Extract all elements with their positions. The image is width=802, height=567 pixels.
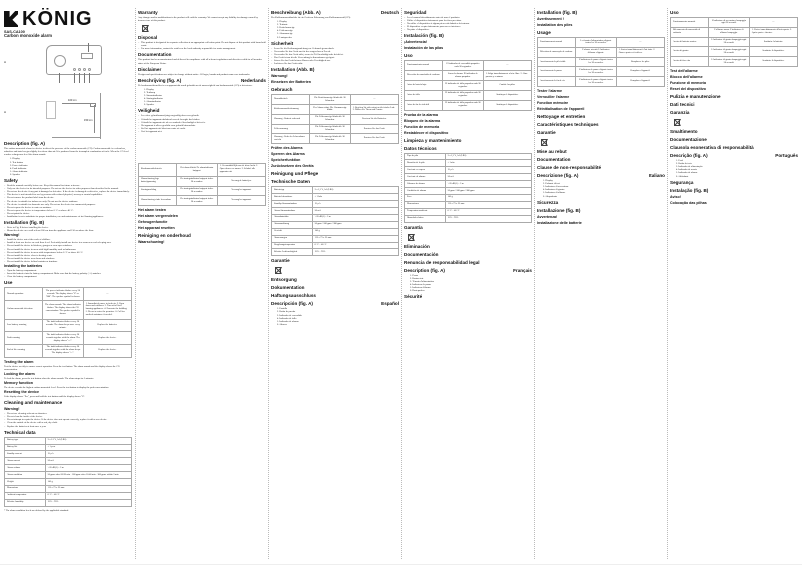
- button-icon: [88, 68, 91, 71]
- subsection-heading: Het apparaat resetten: [138, 226, 175, 231]
- technical-data-table: [4, 437, 132, 507]
- safety-list: – Lea el manual detenidamente antes de usar el producto. – Utilice el dispositivo únicamente para los fines previstos. – No utilice el dispositivo si alguna pieza está dañada o defectuosa. – El dispositivo es apto únicamente para uso en interiores. – No pinte el dispositivo.: [404, 16, 532, 31]
- table-row: Avviso di fine vita L'indicatore di guasto lampeggia ogni 30 secondi. Sostituire il dispositivo.: [671, 57, 798, 67]
- table-row: Condición de alarma 50 ppm / 100 ppm / 300 ppm: [405, 188, 532, 195]
- section-heading: Installation (Abb. B): [271, 67, 315, 73]
- column-divider: [401, 8, 402, 559]
- section-heading: Disclaimer: [138, 66, 162, 72]
- safety-list: – Read the manual carefully before use. Keep this manual for future reference. – Only use the device for its intended purposes. Do not use the device for other purposes than described in the manual. – Do not use the device if any part is damaged or defective. If the device is damaged or defective, replace the device immediately. – This device is not intended for use by persons with reduced physical, sensory or mental capabilities. – Do not remove the product label from the device. – The device is suitable for indoor use only. Do not use the device outdoors. – The device is suitable for domestic use only. Do not use the device for commercial purposes. – Do not expose the device to water or moisture. – Do not expose the device to temperatures below 0 °C or above 40 °C. – Do not paint the device. – Installation is not a substitute for proper installation, use and maintenance of fuel burning appliances.: [4, 184, 132, 218]
- table-row: Warnung - Batterie schwach Die Fehleranzeige blinkt alle 30 Sekunden. Ersetzen Sie die Batterien.: [272, 114, 399, 124]
- table-row: Alarmauslösung 50 ppm / 100 ppm / 300 ppm: [272, 221, 399, 228]
- weee-bin-icon: [141, 24, 149, 33]
- section-heading: Smaltimento: [670, 129, 698, 135]
- section-heading: Installation (fig. B): [4, 220, 45, 226]
- subsection-heading: Verrouiller l'alarme: [537, 95, 570, 100]
- body-text: De koolmonoxidemelder is een apparaat dat wordt gebruikt om de aanwezigheid van koolmonoxide (CO) te detecteren.: [138, 83, 253, 87]
- table-row: Standby current 15 µA: [5, 451, 132, 458]
- use-table: [4, 287, 132, 357]
- subsection-heading: Test dell'allarme: [670, 69, 698, 74]
- section-heading: Descrizione (fig. A) Italiano: [537, 173, 665, 179]
- safety-list: – Lesen Sie die Bedienungsanleitung vor Gebrauch genau durch. – Verwenden Sie das Gerät nur für den vorgesehenen Zweck. – Verwenden Sie das Gerät nicht, wenn ein Teil beschädigt oder defekt ist. – Das Gerät ist nur für die Verwendung in Innenräumen geeignet. – Setzen Sie das Gerät keinem Wasser oder Feuchtigkeit aus. – Lackieren Sie das Gerät nicht.: [271, 47, 399, 66]
- section-heading: Technische Daten: [271, 179, 310, 185]
- subsection-heading: Prueba de la alarma: [404, 112, 438, 117]
- section-heading: Usage: [537, 30, 551, 35]
- table-row: Dimensiones 115 x 73 x 35 mm: [405, 201, 532, 208]
- table-row: Funzionamento normale L'indicatore di accensione lampeggia ogni 30 secondi. —: [671, 18, 798, 28]
- table-row: Alarmlautstärke > 85 dB(A) · 3 m: [272, 214, 399, 221]
- section-heading: Documentación: [404, 251, 439, 257]
- section-heading: Eliminación: [404, 243, 430, 249]
- table-row: Corriente en espera 15 µA: [405, 167, 532, 174]
- section-heading: Technical data: [4, 429, 36, 435]
- parts-list: 1. Ecrã 2. Botão de teste 3. Indicador de alimentação 4. Indicador de avaria 5. Indicador de alarme 6. Altifalante: [676, 159, 703, 178]
- subsection-heading: Testing the alarm: [4, 359, 34, 364]
- subsection-heading: ¡Advertencia!: [404, 40, 427, 45]
- subsection-heading: Het alarm vergrendelen: [138, 214, 178, 219]
- table-row: Battery life ± 1 year: [5, 444, 132, 451]
- section-heading: Clausola esonerativa di responsabilità: [670, 145, 754, 151]
- table-row: Rilevamento di monossido di carbonio L'allarme suona. L'indicatore di allarme lampeggia. 1. Uscire immediatamente all'aria aperta. 2. Aprire porte e finestre.: [671, 27, 798, 37]
- section-heading: Cleaning and maintenance: [4, 400, 63, 406]
- table-row: Abmessungen 115 x 73 x 35 mm: [272, 235, 399, 242]
- konig-k-icon: [4, 11, 18, 27]
- figure-a-label: A: [4, 60, 7, 65]
- table-row: Warnung - Ende der Lebensdauer erreicht Die Fehleranzeige blinkt alle 30 Sekunden. Ersetzen Sie das Gerät.: [272, 134, 399, 144]
- table-row: Détection de monoxyde de carbone L'alarme retentit. L'indicateur d'alarme clignote. 1. Sortez immédiatement à l'air frais. 2. Ouvrez portes et fenêtres.: [538, 47, 665, 57]
- body-text: Test the device weekly to ensure correct operation. Press the test button. The alarm sounds and the display shows the CO concentration.: [4, 364, 120, 371]
- button-icon: [83, 68, 86, 71]
- table-row: Umgebungstemperatur 0 °C – 40 °C: [272, 242, 399, 249]
- section-heading: Garanzia: [670, 110, 690, 116]
- section-heading: Uso: [670, 10, 679, 15]
- table-row: Alarm volume > 85 dB(A) · 3 m: [5, 465, 132, 472]
- display-icon: [81, 53, 93, 59]
- table-row: Duración de la pila ± 1 año: [405, 160, 532, 167]
- use-table: [670, 17, 798, 67]
- body-text: The device records the highest carbon monoxide level. Press the test button to display the peak concentration.: [4, 385, 109, 389]
- table-row: Aviso de fin de vida útil El indicador de fallo parpadea cada 30 segundos. Sustituya el dispositivo.: [405, 100, 532, 110]
- dimension-horizontal: [62, 103, 90, 104]
- use-table: [404, 60, 532, 110]
- use-table: [271, 94, 399, 144]
- section-heading: Beschreibung (Abb. A) Deutsch: [271, 10, 399, 15]
- section-heading: Garantie: [537, 130, 556, 136]
- technical-data-table: [404, 153, 532, 223]
- section-heading: Dokumentation: [271, 285, 305, 291]
- body-text: If the display shows "Err", press and hold the test button until the display shows "0".: [4, 395, 85, 399]
- section-heading: Instalação (fig. B): [670, 187, 709, 193]
- parts-list: 1. Display 2. Testtaste 3. Betriebsanzeige 4. Fehleranzeige 5. Alarmanzeige 6. Lautsprecher: [277, 20, 295, 39]
- table-row: Fonctionnement normal Le témoin d'alimentation clignote toutes les 30 secondes. —: [538, 38, 665, 48]
- parts-list: 1. Pantalla 2. Botón de prueba 3. Indicador de encendido 4. Indicador de fallo 5. Indicador de alarma 6. Altavoz: [277, 307, 302, 326]
- subsection-heading: Instalación de las pilas: [404, 46, 444, 51]
- disposal-list: – This product is designated for separate collection at an appropriate collection point. Do not dispose of this product with household waste. – For more information, contact the retailer or the local authority responsible for waste management.: [138, 41, 266, 50]
- table-row: Normalbetrieb Die Betriebsanzeige blinkt alle 30 Sekunden. —: [272, 95, 399, 105]
- section-heading: Pulizia e manutenzione: [670, 94, 721, 100]
- subsection-heading: Bloqueo de la alarma: [404, 118, 441, 123]
- column-4: [404, 8, 532, 563]
- column-6: [670, 8, 798, 563]
- brand-name: KÖNIG: [22, 8, 93, 30]
- table-row: Standby-Stromaufnahme 15 µA: [272, 201, 399, 208]
- subsection-heading: Réinitialisation de l'appareil: [537, 107, 585, 112]
- batteries-list: – Open the battery compartment. – Insert the batteries into the battery compartment. Make sure that the battery polarity (+/-) matches. – Close the battery compartment.: [4, 269, 132, 278]
- table-row: Tipo de pila 3 x 1,5 V, AA (LR6): [405, 153, 532, 160]
- table-row: Normal operation The power indicator flashes every 30 seconds. The display shows "0" or "000". The speaker symbol is shown. —: [5, 288, 132, 301]
- subsection-heading: Memory function: [4, 380, 33, 385]
- weee-bin-icon: [673, 118, 681, 127]
- subsection-heading: Waarschuwing!: [138, 240, 165, 245]
- section-heading: Safety: [4, 178, 18, 184]
- section-heading: Mise au rebut: [537, 149, 567, 155]
- figure-b: [4, 93, 132, 139]
- button-icon: [78, 68, 81, 71]
- section-heading: Installazione (fig. B): [537, 207, 581, 213]
- section-heading: Description (fig. A): [4, 141, 45, 147]
- table-row: Avertissement de fin de vie L'indicateur de panne clignote toutes les 30 secondes. Remplacez l'appareil.: [538, 77, 665, 87]
- parts-list: 1. Display 2. Test button 3. Power indicator 4. Fault indicator 5. Alarm indicator 6. Speaker: [10, 157, 28, 176]
- section-heading: Sicherheit: [271, 40, 294, 46]
- language-label: Português: [775, 153, 798, 159]
- language-label: Nederlands: [240, 77, 266, 83]
- section-heading: Datos técnicos: [404, 145, 437, 151]
- dimension-vertical-label: 150 cm: [84, 119, 93, 123]
- table-row: Ambient temperature 0 °C – 40 °C: [5, 492, 132, 499]
- figure-a: [4, 43, 132, 87]
- table-row: Alarm current 50 mA: [5, 458, 132, 465]
- subsection-heading: Sperren des Alarms: [271, 152, 305, 157]
- section-heading: Reiniging en onderhoud: [138, 233, 191, 239]
- subsection-heading: Prüfen des Alarms: [271, 146, 303, 151]
- callout-line: [89, 73, 90, 83]
- table-row: Aviso de fallo El indicador de fallo parpadea cada 30 segundos. Sustituya el dispositivo.: [405, 90, 532, 100]
- table-row: Weight 145 g: [5, 479, 132, 486]
- dimension-vertical: [94, 105, 95, 133]
- subsection-heading: Speicherfunktion: [271, 158, 301, 163]
- table-row: Gewicht 145 g: [272, 228, 399, 235]
- subsection-heading: Reset del dispositivo: [670, 87, 706, 92]
- description-text: This carbon monoxide alarm is a device to detect the presence of the carbon monoxide (CO). Carbon monoxide is a colourless, odourless and tasteless gas slightly less dense than air. It is produced from the incomplete combustion of fuels. When the CO level reaches a dangerous level the alarm sounds.: [4, 147, 129, 157]
- subsection-heading: Locking the alarm: [4, 371, 35, 376]
- section-heading: Nettoyage et entretien: [537, 114, 586, 120]
- section-heading: Descripción (fig. A) Español: [271, 301, 399, 307]
- installation-list: – Refer to Fig. B before installing the device. – Mount the device on a wall at least 100 cm from the appliance and 150 cm above the floor.: [4, 226, 132, 232]
- language-label: Deutsch: [380, 10, 399, 15]
- callout-line: [74, 73, 75, 83]
- table-row: Relative humidity 15% – 95%: [5, 499, 132, 506]
- table-row: Kohlenmonoxiderkennung Der Alarm ertönt. Die Alarmanzeige blinkt. 1. Begeben Sie sich sofort an die frische Luft. 2. Öffnen Sie Türen und Fenster.: [272, 105, 399, 115]
- section-heading: Dati tecnici: [670, 102, 695, 108]
- table-row: Detección de monóxido de carbono Suena la alarma. El indicador de alarma parpadea. 1. Salga inmediatamente al aire libre. 2. Abra puertas y ventanas.: [405, 71, 532, 81]
- subsection-heading: Resetting the device: [4, 390, 39, 395]
- section-heading: Renuncia de responsabilidad legal: [404, 259, 480, 265]
- section-heading: Description (fig. A) Français: [404, 267, 532, 273]
- table-row: Avviso di batteria scarica L'indicatore di guasto lampeggia ogni 30 secondi. Sostituire la batteria.: [671, 37, 798, 47]
- section-heading: Garantía: [404, 224, 423, 230]
- subsection-heading: Installazione delle batterie: [537, 220, 582, 225]
- table-row: End of life warning The fault indicator flashes every 30 seconds together with the alarm beeps. The display shows "---". Replace the device.: [5, 344, 132, 357]
- section-heading: Documentation: [138, 52, 172, 58]
- parts-list: 1. Écran 2. Bouton test 3. Témoin d'alimentation 4. Indicateur de panne 5. Indicateur d'alarme 6. Haut-parleur: [410, 273, 434, 293]
- body-text: Designs and specifications are subject to change without notice. All logos, brands and product names are trademarks.: [138, 72, 250, 76]
- section-heading: Disposal: [138, 35, 158, 41]
- table-row: Aviso de batería baja El indicador de fallo parpadea cada 30 segundos. Cambie las pilas.: [405, 81, 532, 91]
- table-row: Batterietyp 3 x 1,5 V, AA (LR6): [272, 187, 399, 194]
- weee-bin-icon: [407, 233, 415, 242]
- speaker-icon: [54, 55, 66, 67]
- page-bottom-rule: [0, 564, 802, 565]
- weee-bin-icon: [274, 266, 282, 275]
- subsection-heading: Warning!: [4, 233, 20, 238]
- floor-line: [52, 137, 101, 138]
- table-row: Carbon monoxide detection The alarm sounds. The alarm indicator flashes. The display shows the CO concentration. The speaker symbol is shown. 1. Immediately move to fresh air. 2. Open doors and windows. 3. Turn off all fuel burning appliances. 4. Evacuate the building. 5. Do not re-enter the premises. 6. Call for medical assistance if needed.: [5, 301, 132, 320]
- section-heading: Gebrauch: [271, 87, 293, 93]
- body-text: Any changes and/or modifications to the product will void the warranty. We cannot accept any liability for damage caused by incorrect use of this product.: [138, 16, 258, 23]
- column-5: [537, 8, 665, 563]
- subsection-heading: Warnung!: [271, 74, 288, 79]
- parts-list: 1. Display 2. Testknop 3. Stroomindicator 4. Storingsindicator 5. Alarmindicator 6. Speaker: [144, 87, 163, 107]
- language-label: Français: [513, 267, 532, 273]
- footnote: * The alarm condition levels are defined by the applicable standard.: [4, 508, 69, 512]
- subsection-heading: Het alarm testen: [138, 208, 166, 213]
- table-row: Funcionamiento normal El indicador de encendido parpadea cada 30 segundos. —: [405, 61, 532, 71]
- section-heading: Haftungsausschluss: [271, 293, 316, 299]
- subsection-heading: Avertissement !: [537, 17, 564, 21]
- section-heading: Sicurezza: [537, 199, 559, 205]
- subsection-heading: Warning!: [4, 407, 20, 412]
- table-row: Batterielebensdauer ± 1 Jahr: [272, 194, 399, 201]
- column-divider: [667, 8, 668, 559]
- table-row: Peso 145 g: [405, 194, 532, 201]
- section-heading: Veiligheid: [138, 108, 160, 114]
- brand-logo: [4, 10, 132, 28]
- subsection-heading: Colocação das pilhas: [670, 200, 707, 205]
- table-row: Koolmonoxidedetectie Het alarm klinkt. De alarmindicator knippert. 1. Ga onmiddellijk naar de frisse lucht. 2. Open deuren en ramen. 3. Schakel alle apparaten uit.: [139, 163, 266, 176]
- table-row: Storingsmelding De storingsindicator knippert iedere 30 seconden. Vervang het apparaat.: [139, 186, 266, 196]
- body-text: This product has been manufactured and delivered in compliance with all relevant regulations and directives valid for all member states of the European Union.: [138, 58, 262, 65]
- section-heading: Documentazione: [670, 137, 707, 143]
- subsection-heading: Funzione di memoria: [670, 81, 706, 86]
- product-name: Carbon monoxide alarm: [4, 33, 52, 39]
- section-heading: Segurança: [670, 179, 694, 185]
- use-table: [537, 37, 665, 87]
- table-row: Alarm-Stromaufnahme 50 mA: [272, 208, 399, 215]
- section-heading: Sécurité: [404, 294, 423, 300]
- column-divider: [135, 8, 136, 559]
- table-row: Corriente de alarma 50 mA: [405, 174, 532, 181]
- table-row: Battery type 3 x 1.5 V, AA (LR6): [5, 437, 132, 444]
- table-row: Alarm condition 50 ppm: after 60-90 min · 100 ppm: after 10-40 min · 300 ppm: within 3 min: [5, 472, 132, 479]
- table-row: Waarschuwing einde levensduur De storingsindicator knippert iedere 30 seconden. Vervang het apparaat.: [139, 196, 266, 206]
- subsection-heading: Geheugenfunctie: [138, 220, 168, 225]
- section-heading: Uso: [404, 53, 413, 59]
- warning-list: – Install the device out of the reach of children. – Install at least one device on each floor level. Preferably install one device in a room near each sleeping area. – Do not install the device in kitchens, garages or near open windows. – Do not install the device in areas with high humidity such as bathrooms. – Do not install the device in areas with temperatures below 0 °C or above 40 °C. – Do not install the device close to heating vents. – Do not install the device near doors and windows. – Do not install the device behind curtains or furniture.: [4, 238, 132, 263]
- section-heading: Clause de non-responsabilité: [537, 165, 602, 171]
- column-divider: [268, 8, 269, 559]
- table-row: Fault warning The fault indicator flashes every 30 seconds together with the alarm. The display shows "---". Replace the device.: [5, 332, 132, 345]
- subsection-heading: Aviso!: [670, 194, 681, 199]
- subsection-heading: Función de memoria: [404, 124, 440, 129]
- subsection-heading: Installing the batteries: [4, 264, 43, 268]
- column-english: [4, 8, 132, 563]
- use-table: [138, 163, 266, 206]
- subsection-heading: Einsetzen der Batterien: [271, 80, 311, 85]
- section-heading: Use: [4, 280, 13, 286]
- table-row: Avviso di guasto L'indicatore di guasto lampeggia ogni 30 secondi. Sostituire il dispositivo.: [671, 47, 798, 57]
- table-row: Dimensions 115 x 73 x 35 mm: [5, 485, 132, 492]
- callout-line: [59, 73, 60, 83]
- parts-list: 1. Display 2. Pulsante di test 3. Indicatore di accensione 4. Indicatore di guasto 5. Indicatore di allarme 6. Altoparlante: [543, 179, 569, 198]
- subsection-heading: Tester l'alarme: [537, 89, 562, 94]
- subsection-heading: Restablecer el dispositivo: [404, 130, 449, 135]
- section-heading: Installation (fig. B): [537, 10, 578, 15]
- figure-b-label: A: [4, 110, 7, 115]
- column-3: [271, 8, 399, 563]
- appliance-outline: [46, 101, 56, 119]
- cleaning-list: – Do not use cleaning solvents or abrasives. – Do not clean the inside of the device. – Do not attempt to repair the device. If the device does not operate correctly, replace it with a new device. – Clean the outside of the device with a soft, dry cloth. – Replace the batteries at least once a year.: [4, 412, 132, 427]
- model-number: SAS-CA100: [4, 30, 25, 34]
- callout-line: [79, 73, 80, 83]
- wall-line: [100, 93, 101, 139]
- column-2: [138, 8, 266, 563]
- column-divider: [534, 8, 535, 559]
- subsection-heading: Blocco dell'allarme: [670, 75, 703, 80]
- table-row: Volumen de alarma > 85 dB(A) · 3 m: [405, 181, 532, 188]
- callout-line: [84, 73, 85, 83]
- device-illustration: [46, 45, 102, 75]
- callout-line: [88, 43, 89, 52]
- subsection-heading: Fonction mémoire: [537, 101, 569, 106]
- table-row: Avertissement de panne L'indicateur de panne clignote toutes les 30 secondes. Remplacez l'appareil.: [538, 67, 665, 77]
- weee-bin-icon: [540, 138, 548, 147]
- subsection-heading: Zurücksetzen des Geräts: [271, 164, 314, 169]
- section-heading: Warranty: [138, 10, 158, 15]
- table-row: Low battery warning The fault indicator flashes every 30 seconds. The alarm beeps once every minute. Replace the batteries.: [5, 319, 132, 332]
- section-heading: Reinigung und Pflege: [271, 171, 319, 177]
- section-heading: Documentation: [537, 157, 571, 163]
- body-text: To lock the alarm, press the test button when the alarm sounds. The alarm stops for 5 minutes.: [4, 376, 94, 380]
- section-heading: Garantie: [271, 258, 290, 264]
- safety-list: – Lees deze gebruiksaanwijzing zorgvuldig door voor gebruik. – Gebruik het apparaat uitsluitend voor de beoogde doeleinden. – Gebruik het apparaat niet als een onderdeel beschadigd of defect is. – Het apparaat is alleen geschikt voor gebruik binnenshuis. – Stel het apparaat niet bloot aan water of vocht. – Verf het apparaat niet.: [138, 114, 266, 133]
- table-row: Avertissement de pile faible L'indicateur de panne clignote toutes les 30 secondes. Remplacez les piles.: [538, 57, 665, 67]
- table-row: Waarschuwing lage batterijspanning De storingsindicator knippert iedere 30 seconden. Vervang de batterijen.: [139, 176, 266, 186]
- section-heading: Instalación (fig. B): [404, 33, 444, 39]
- section-heading: Limpieza y mantenimiento: [404, 137, 462, 143]
- section-heading: Seguridad: [404, 10, 427, 15]
- body-text: Der Kohlenmonoxidmelder ist ein Gerät zur Erkennung von Kohlenmonoxid (CO).: [271, 16, 351, 19]
- subsection-heading: Avvertenza!: [537, 214, 558, 219]
- language-label: Español: [381, 301, 399, 307]
- table-row: Fehlerwarnung Die Fehleranzeige blinkt alle 30 Sekunden. Ersetzen Sie das Gerät.: [272, 124, 399, 134]
- subsection-heading: Installation des piles: [537, 23, 573, 27]
- alarm-position-icon: [90, 103, 96, 107]
- section-heading: Beschrijving (fig. A) Nederlands: [138, 77, 266, 83]
- technical-data-table: [271, 186, 399, 256]
- section-heading: Caractéristiques techniques: [537, 122, 599, 128]
- language-label: Italiano: [648, 173, 665, 179]
- table-row: Humedad relativa 15% – 95%: [405, 215, 532, 222]
- section-heading: Descrição (fig. A) Português: [670, 153, 798, 159]
- table-row: Temperatura ambiente 0 °C – 40 °C: [405, 208, 532, 215]
- dimension-horizontal-label: 100 cm: [68, 99, 77, 103]
- table-row: Relative Luftfeuchtigkeit 15% – 95%: [272, 249, 399, 256]
- section-heading: Entsorgung: [271, 277, 297, 283]
- button-icon: [73, 68, 76, 71]
